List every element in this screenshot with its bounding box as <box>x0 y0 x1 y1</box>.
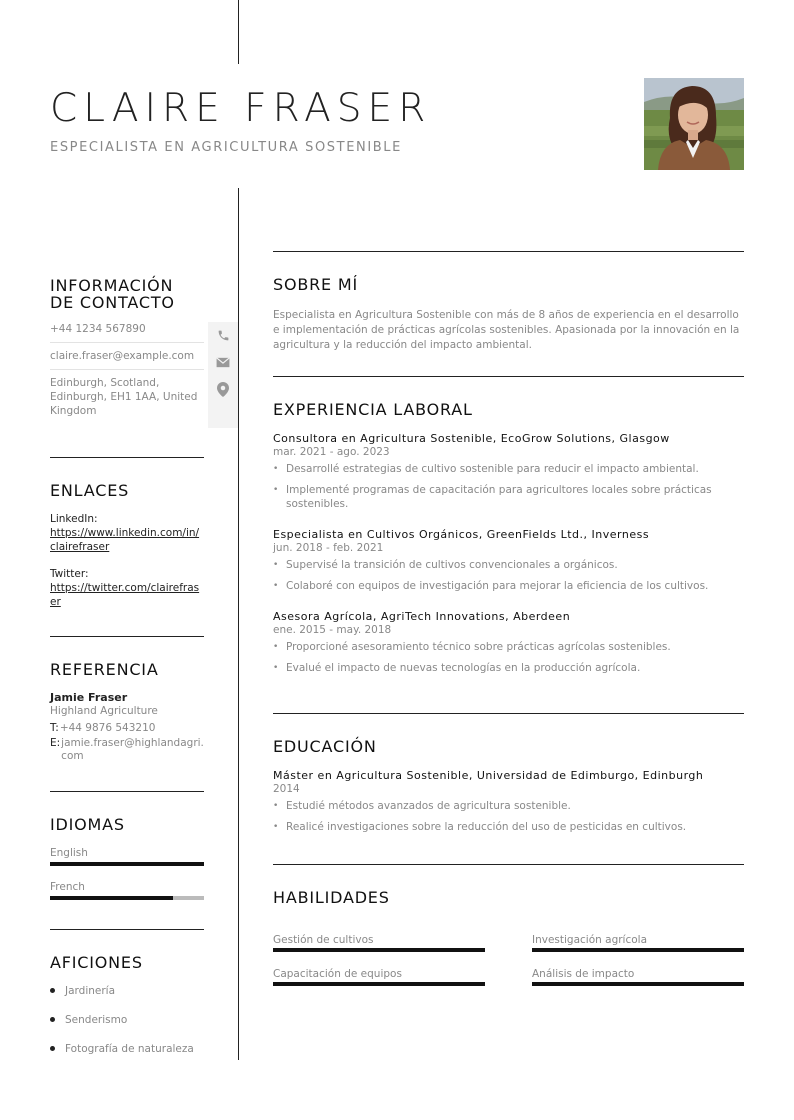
mail-icon <box>208 349 238 376</box>
contact-heading-line1: INFORMACIÓN <box>50 276 174 295</box>
column-divider-line <box>238 188 239 1060</box>
reference-heading: REFERENCIA <box>50 660 159 679</box>
reference-phone-key: T: <box>50 722 59 734</box>
divider <box>273 376 744 377</box>
language-level-fill <box>50 862 204 866</box>
language-level-bar <box>50 896 204 900</box>
language-level-fill <box>50 896 173 900</box>
bullet-dot <box>50 1017 55 1022</box>
language-item-english <box>50 847 204 866</box>
education-section <box>273 737 744 834</box>
education-heading: EDUCACIÓN <box>273 737 377 756</box>
linkedin-label: LinkedIn: <box>50 513 98 525</box>
degree-title: Máster en Agricultura Sostenible, Universidad de Edimburgo, Edinburgh <box>273 769 704 782</box>
reference-phone-line <box>50 722 204 735</box>
reference-email-key: E: <box>50 737 61 749</box>
skill-level-bar <box>532 982 744 986</box>
contact-address: Edinburgh, Scotland, Edinburgh, EH1 1AA, United Kingdom <box>50 377 198 417</box>
job-title: Especialista en Cultivos Orgánicos, GreenFields Ltd., Inverness <box>273 528 650 541</box>
link-item-linkedin <box>50 512 204 554</box>
job-bullet: • Evalué el impacto de nuevas tecnologías en la producción agrícola. <box>273 661 744 675</box>
contact-email-row <box>50 349 238 370</box>
contact-address-row <box>50 376 238 418</box>
skill-item <box>273 934 485 952</box>
skill-level-bar <box>273 948 485 952</box>
job-bullet: • Proporcioné asesoramiento técnico sobre prácticas agrícolas sostenibles. <box>273 640 744 654</box>
link-item-twitter <box>50 567 204 609</box>
list-item: Fotografía de naturaleza <box>50 1042 204 1056</box>
divider <box>50 929 204 930</box>
links-list <box>50 512 204 609</box>
skills-heading: HABILIDADES <box>273 888 390 907</box>
job-entry <box>273 610 744 675</box>
experience-heading: EXPERIENCIA LABORAL <box>273 400 473 419</box>
divider <box>50 457 204 458</box>
reference-email[interactable]: jamie.fraser@highlandagri.com <box>61 737 204 762</box>
job-dates: jun. 2018 - feb. 2021 <box>273 542 384 554</box>
hobbies-heading: AFICIONES <box>50 953 143 972</box>
language-level-bar <box>50 862 204 866</box>
divider <box>50 636 204 637</box>
hobbies-list <box>50 984 204 1056</box>
contact-phone[interactable]: +44 1234 567890 <box>50 323 146 335</box>
job-bullet: • Supervisé la transición de cultivos convencionales a orgánicos. <box>273 558 744 572</box>
about-heading: SOBRE MÍ <box>273 275 358 294</box>
job-bullet: • Desarrollé estrategias de cultivo sostenible para reducir el impacto ambiental. <box>273 462 744 476</box>
skill-item <box>532 968 744 986</box>
education-bullet: • Estudié métodos avanzados de agricultura sostenible. <box>273 799 744 813</box>
twitter-link[interactable]: https://twitter.com/clairefraser <box>50 582 200 608</box>
language-name: English <box>50 847 88 859</box>
divider <box>50 791 204 792</box>
about-section <box>273 275 744 353</box>
phone-icon <box>208 322 238 349</box>
job-title: Asesora Agrícola, AgriTech Innovations, Aberdeen <box>273 610 571 623</box>
experience-section <box>273 400 744 675</box>
job-title: Consultora en Agricultura Sostenible, EcoGrow Solutions, Glasgow <box>273 432 670 445</box>
job-bullet: • Colaboré con equipos de investigación para mejorar la eficiencia de los cultivos. <box>273 579 744 593</box>
job-dates: ene. 2015 - may. 2018 <box>273 624 392 636</box>
language-name: French <box>50 881 85 893</box>
reference-phone[interactable]: +44 9876 543210 <box>59 722 156 734</box>
contact-email[interactable]: claire.fraser@example.com <box>50 350 195 362</box>
twitter-label: Twitter: <box>50 568 89 580</box>
languages-heading: IDIOMAS <box>50 815 125 834</box>
education-entry <box>273 769 744 834</box>
skill-name: Capacitación de equipos <box>273 968 402 980</box>
candidate-name: CLAIRE FRASER <box>50 86 432 131</box>
skill-name: Gestión de cultivos <box>273 934 374 946</box>
list-item: Jardinería <box>50 984 204 998</box>
profile-photo <box>644 78 744 170</box>
skill-name: Investigación agrícola <box>532 934 648 946</box>
job-dates: mar. 2021 - ago. 2023 <box>273 446 390 458</box>
contact-phone-row <box>50 322 238 343</box>
skill-item <box>273 968 485 986</box>
reference-org: Highland Agriculture <box>50 705 158 717</box>
job-bullet: • Implementé programas de capacitación para agricultores locales sobre prácticas sostenibles. <box>273 483 744 511</box>
top-divider-line <box>238 0 239 64</box>
about-text: Especialista en Agricultura Sostenible con más de 8 años de experiencia en el desarrollo e implementación de prácticas agrícolas sostenibles. Apasionada por la innovación en la agricultura y la reducción del impacto ambiental. <box>273 309 740 351</box>
skill-item <box>532 934 744 952</box>
candidate-title: ESPECIALISTA EN AGRICULTURA SOSTENIBLE <box>50 140 402 155</box>
contact-list <box>50 322 238 418</box>
bullet-dot <box>50 988 55 993</box>
divider <box>273 864 744 865</box>
language-item-french <box>50 881 204 900</box>
skill-level-bar <box>273 982 485 986</box>
skill-level-bar <box>532 948 744 952</box>
location-pin-icon <box>208 376 238 428</box>
job-entry <box>273 528 744 593</box>
skill-name: Análisis de impacto <box>532 968 635 980</box>
linkedin-link[interactable]: https://www.linkedin.com/in/clairefraser <box>50 527 200 553</box>
list-item: Senderismo <box>50 1013 204 1027</box>
divider <box>273 713 744 714</box>
reference-block <box>50 691 204 763</box>
divider <box>273 251 744 252</box>
education-bullet: • Realicé investigaciones sobre la reducción del uso de pesticidas en cultivos. <box>273 820 744 834</box>
contact-heading-line2: DE CONTACTO <box>50 293 175 312</box>
skills-section <box>273 888 744 907</box>
degree-year: 2014 <box>273 783 300 795</box>
job-entry <box>273 432 744 511</box>
bullet-dot <box>50 1046 55 1051</box>
contact-heading <box>50 277 204 311</box>
links-heading: ENLACES <box>50 481 130 500</box>
reference-name: Jamie Fraser <box>50 691 128 704</box>
reference-email-line <box>50 737 204 763</box>
